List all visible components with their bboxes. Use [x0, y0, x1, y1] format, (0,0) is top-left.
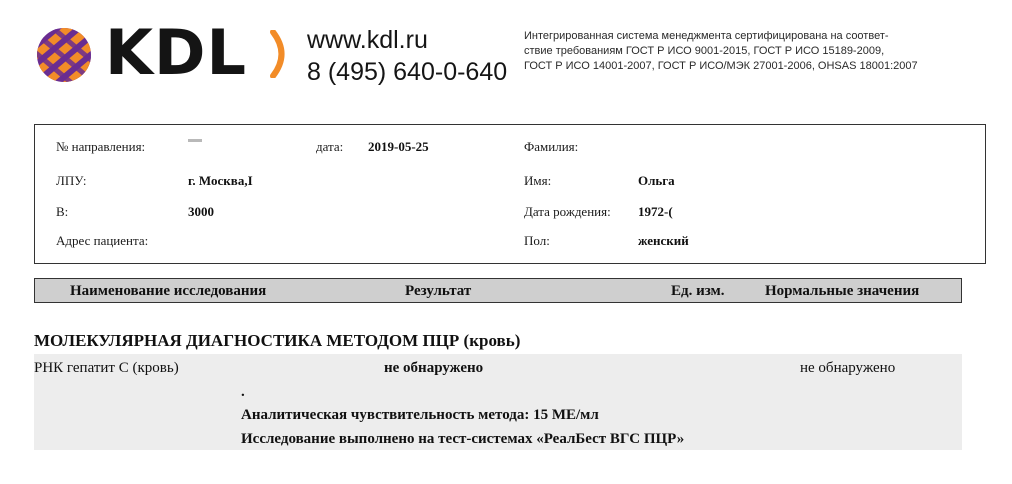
certification-text [524, 29, 994, 74]
note-dot: . [241, 384, 245, 400]
certification-line: Интегрированная система менеджмента сертифицирована на соответ- [524, 30, 889, 42]
chevron-right-icon [270, 30, 292, 78]
name-label: Имя: [524, 173, 552, 188]
surname-label: Фамилия: [524, 139, 579, 154]
referral-label: № направления: [56, 139, 146, 154]
normal-value: не обнаружено [800, 360, 896, 376]
logo-text: KDL [105, 16, 248, 89]
address-label: Адрес пациента: [56, 233, 149, 248]
patient-info-box [34, 124, 986, 264]
certification-line: ствие требованиям ГОСТ Р ИСО 9001-2015, ГОСТ Р ИСО 15189-2009, [524, 45, 885, 57]
test-result: не обнаружено [384, 360, 484, 376]
sensitivity-note: Аналитическая чувствительность метода: 15 МЕ/мл [241, 407, 599, 423]
date-value: 2019-05-25 [368, 139, 429, 154]
phone-number: 8 (495) 640-0-640 [307, 58, 508, 86]
column-header-result: Результат [405, 283, 472, 299]
test-name: РНК гепатит С (кровь) [34, 360, 179, 376]
redacted-referral-number [188, 139, 202, 142]
name-value: Ольга [638, 173, 675, 188]
column-header-test-name: Наименование исследования [70, 283, 267, 299]
test-system-note: Исследование выполнено на тест-системах «РеалБест ВГС ПЦР» [241, 431, 685, 447]
lpu-label: ЛПУ: [56, 173, 87, 188]
section-title: МОЛЕКУЛЯРНАЯ ДИАГНОСТИКА МЕТОДОМ ПЦР (кровь) [34, 331, 521, 350]
sex-value: женский [638, 233, 689, 248]
sex-label: Пол: [524, 233, 550, 248]
column-header-unit: Ед. изм. [671, 283, 725, 299]
result-block [34, 354, 962, 450]
column-header-normal-values: Нормальные значения [765, 283, 920, 299]
b-value: 3000 [188, 204, 214, 219]
b-label: В: [56, 204, 69, 219]
results-table-header [34, 278, 962, 303]
kdl-logo-icon [36, 27, 92, 83]
birth-date-value: 1972-( [638, 204, 673, 219]
birth-date-label: Дата рождения: [524, 204, 611, 219]
website-link[interactable]: www.kdl.ru [307, 26, 428, 54]
date-label: дата: [316, 139, 344, 154]
lpu-value: г. Москва,I [188, 173, 253, 188]
certification-line: ГОСТ Р ИСО 14001-2007, ГОСТ Р ИСО/МЭК 27001-2006, OHSAS 18001:2007 [524, 60, 918, 72]
